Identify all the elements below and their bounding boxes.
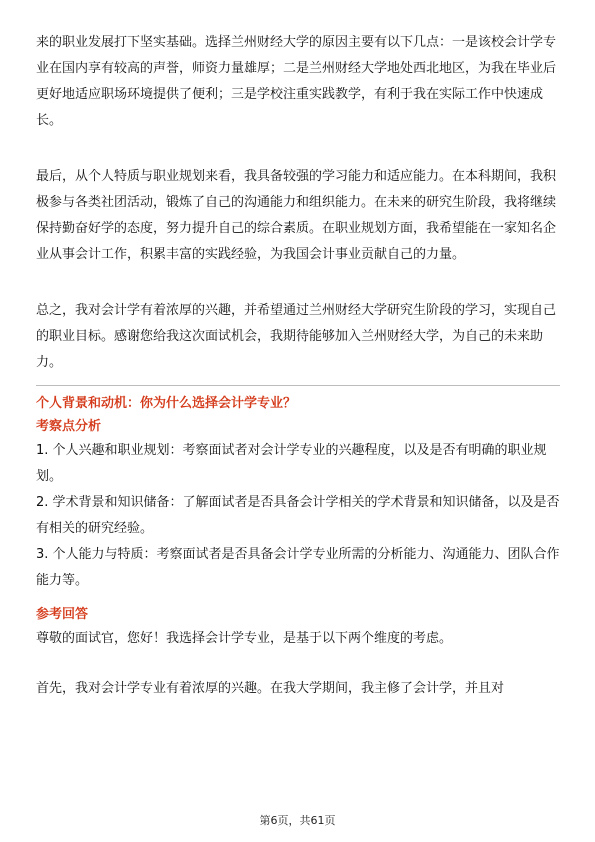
analysis-item: 2. 学术背景和知识储备：了解面试者是否具备会计学相关的学术背景和知识储备，以及是否有相关的研究经验。 — [36, 495, 560, 536]
analysis-item: 1. 个人兴趣和职业规划：考察面试者对会计学专业的兴趣程度，以及是否有明确的职业规划。 — [36, 443, 547, 484]
body-paragraph: 来的职业发展打下坚实基础。选择兰州财经大学的原因主要有以下几点：一是该校会计学专业在国内享有较高的声誉，师资力量雄厚；二是兰州财经大学地处西北地区，为我在毕业后更好地适应职场环境提供了便利；三是学校注重实践教学，有利于我在实际工作中快速成长。 — [36, 35, 557, 128]
analysis-heading: 考察点分析 — [36, 419, 102, 434]
answer-paragraph: 首先，我对会计学专业有着浓厚的兴趣。在我大学期间，我主修了会计学，并且对 — [36, 681, 505, 696]
analysis-item: 3. 个人能力与特质：考察面试者是否具备会计学专业所需的分析能力、沟通能力、团队合作能力等。 — [36, 547, 560, 588]
paragraph-gap — [36, 134, 560, 164]
paragraph-gap — [36, 652, 560, 676]
section-divider — [36, 385, 560, 386]
answer-heading: 参考回答 — [36, 607, 89, 622]
answer-paragraph: 尊敬的面试官，您好！我选择会计学专业，是基于以下两个维度的考虑。 — [36, 631, 453, 646]
body-paragraph: 总之，我对会计学有着浓厚的兴趣，并希望通过兰州财经大学研究生阶段的学习，实现自己的职业目标。感谢您给我这次面试机会，我期待能够加入兰州财经大学，为自己的未来助力。 — [36, 303, 557, 370]
paragraph-gap — [36, 268, 560, 298]
page-content — [36, 30, 560, 702]
page-number: 第6页，共61页 — [259, 814, 336, 827]
body-paragraph: 最后，从个人特质与职业规划来看，我具备较强的学习能力和适应能力。在本科期间，我积极参与各类社团活动，锻炼了自己的沟通能力和组织能力。在未来的研究生阶段，我将继续保持勤奋好学的态度，努力提升自己的综合素质。在职业规划方面，我希望能在一家知名企业从事会计工作，积累丰富的实践经验，为我国会计事业贡献自己的力量。 — [36, 169, 557, 262]
question-title: 个人背景和动机：你为什么选择会计学专业？ — [36, 396, 297, 411]
